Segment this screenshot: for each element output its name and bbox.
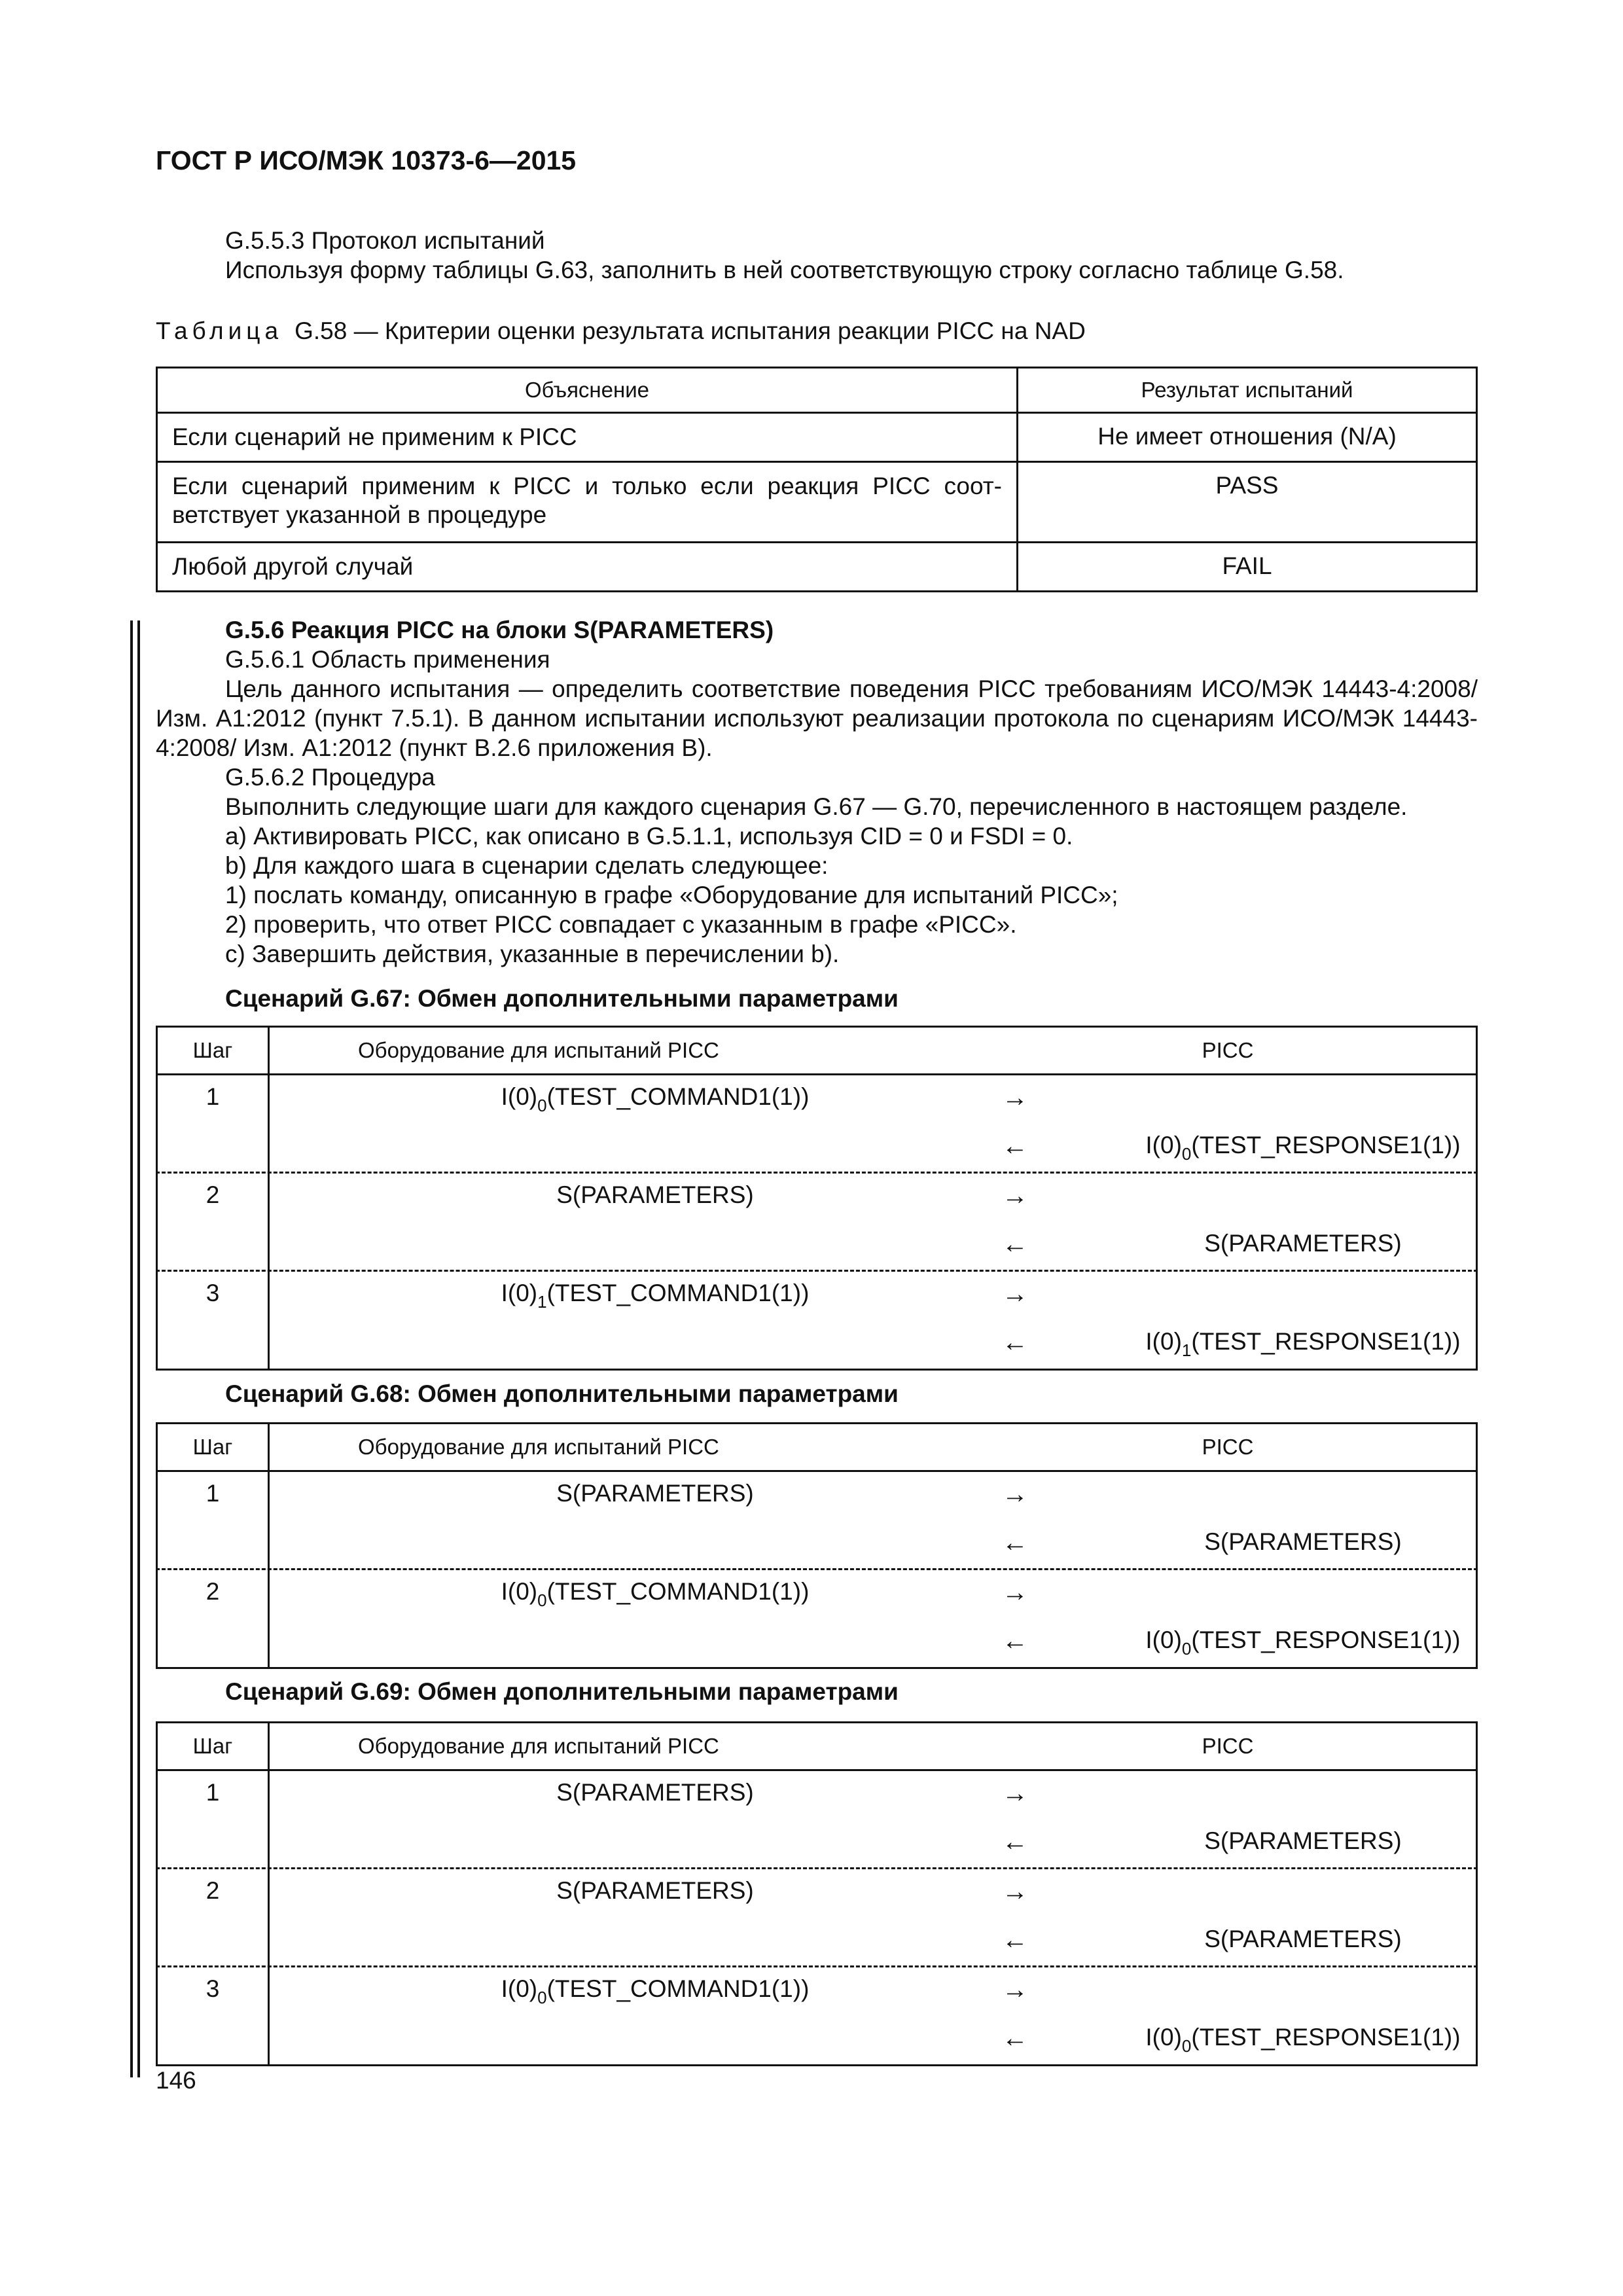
- scenario-title: Сценарий G.68: Обмен дополнительными параметрами: [225, 1380, 899, 1407]
- subsection-heading-g562: G.5.6.2 Процедура: [225, 764, 435, 791]
- arrow-left-icon: ←: [1002, 1626, 1028, 1655]
- step-number: 3: [205, 1975, 220, 2002]
- table-cell-explanation: Если сценарий применим к PICC и только если реакция PICC соот-ветствует указанной в процедуре: [157, 462, 1018, 543]
- table-row: [157, 462, 1477, 543]
- arrow-right-icon: →: [1002, 1578, 1028, 1607]
- picc-response: $I(0)_1(TEST\_RESPONSE1(1))$: [1145, 1328, 1461, 1360]
- step-number: 2: [205, 1578, 220, 1605]
- test-command: $I(0)_1(TEST\_COMMAND1(1))$: [501, 1280, 810, 1312]
- arrow-right-icon: →: [1002, 1480, 1028, 1509]
- test-command: S(PARAMETERS): [556, 1480, 754, 1507]
- section-heading-g553: G.5.5.3 Протокол испытаний: [225, 227, 545, 254]
- picc-response: S(PARAMETERS): [1204, 1827, 1402, 1854]
- step-number: 1: [205, 1779, 220, 1806]
- picc-response: $I(0)_0(TEST\_RESPONSE1(1))$: [1145, 2024, 1461, 2056]
- column-header-explanation: Объяснение: [157, 368, 1018, 413]
- scenario-step-row: [158, 1472, 1476, 1570]
- table-cell-result: FAIL: [1018, 543, 1477, 592]
- column-header-equipment: Оборудование для испытаний PICC: [358, 1435, 719, 1459]
- table-row: [157, 413, 1477, 462]
- arrow-left-icon: ←: [1002, 1230, 1028, 1259]
- scenario-table: [156, 1721, 1478, 2066]
- test-command: $I(0)_0(TEST\_COMMAND1(1))$: [501, 1975, 810, 2007]
- arrow-right-icon: →: [1002, 1779, 1028, 1808]
- test-command: S(PARAMETERS): [556, 1779, 754, 1806]
- arrow-left-icon: ←: [1002, 1827, 1028, 1856]
- column-header-step: Шаг: [192, 1038, 233, 1062]
- scenario-step-row: [158, 1771, 1476, 1869]
- step-number: 2: [205, 1181, 220, 1208]
- scenario-step-row: [158, 1570, 1476, 1667]
- arrow-right-icon: →: [1002, 1877, 1028, 1906]
- table-caption: [156, 317, 1086, 345]
- table-cell-result: Не имеет отношения (N/A): [1018, 413, 1477, 462]
- picc-response: S(PARAMETERS): [1204, 1528, 1402, 1555]
- column-header-step: Шаг: [192, 1734, 233, 1758]
- change-bar: [130, 620, 133, 2077]
- scenario-step-row: [158, 1272, 1476, 1369]
- column-header-picc: PICC: [1202, 1734, 1254, 1758]
- arrow-left-icon: ←: [1002, 2024, 1028, 2053]
- arrow-left-icon: ←: [1002, 1328, 1028, 1357]
- arrow-right-icon: →: [1002, 1280, 1028, 1308]
- step-number: 1: [205, 1083, 220, 1110]
- scenario-title: Сценарий G.67: Обмен дополнительными параметрами: [225, 985, 899, 1012]
- scenario-title: Сценарий G.69: Обмен дополнительными параметрами: [225, 1678, 899, 1705]
- test-command: $I(0)_0(TEST\_COMMAND1(1))$: [501, 1083, 810, 1115]
- arrow-left-icon: ←: [1002, 1926, 1028, 1954]
- step-number: 1: [205, 1480, 220, 1507]
- table-cell-explanation: Если сценарий не применим к PICC: [157, 413, 1018, 462]
- test-command: S(PARAMETERS): [556, 1181, 754, 1208]
- subsection-text-g561: Цель данного испытания — определить соответствие поведения PICC требованиям ИСО/МЭК 14443-4:2008/ Изм. А1:2012 (пункт 7.5.1). В данном испытании используют реализации протокола по сценариям ИСО/МЭК 14443-4:2008/ Изм. А1:2012 (пункт В.2.6 приложения В).: [156, 675, 1478, 761]
- picc-response: $I(0)_0(TEST\_RESPONSE1(1))$: [1145, 1626, 1461, 1659]
- arrow-left-icon: ←: [1002, 1528, 1028, 1557]
- arrow-right-icon: →: [1002, 1181, 1028, 1210]
- document-header: ГОСТ Р ИСО/МЭК 10373-6—2015: [156, 145, 577, 175]
- column-header-picc: PICC: [1202, 1038, 1254, 1062]
- picc-response: S(PARAMETERS): [1204, 1230, 1402, 1257]
- table-cell-result: PASS: [1018, 462, 1477, 543]
- scenario-table-header: [158, 1723, 1476, 1771]
- table-caption-word: Таблица: [156, 317, 283, 344]
- section-text-g553: Используя форму таблицы G.63, заполнить в ней соответствующую строку согласно таблице G.58.: [225, 257, 1344, 283]
- procedure-step: 2) проверить, что ответ PICC совпадает с указанным в графе «PICC».: [225, 911, 1017, 938]
- arrow-right-icon: →: [1002, 1083, 1028, 1112]
- section-heading-g56: G.5.6 Реакция PICC на блоки S(PARAMETERS): [225, 617, 774, 643]
- step-number: 3: [205, 1280, 220, 1306]
- test-command: $I(0)_0(TEST\_COMMAND1(1))$: [501, 1578, 810, 1610]
- table-row: [157, 543, 1477, 592]
- step-number: 2: [205, 1877, 220, 1904]
- criteria-table: [156, 367, 1478, 592]
- procedure-step: b) Для каждого шага в сценарии сделать следующее:: [225, 852, 829, 879]
- table-caption-text: G.58 — Критерии оценки результата испытания реакции PICC на NAD: [294, 317, 1086, 344]
- test-command: S(PARAMETERS): [556, 1877, 754, 1904]
- table-cell-explanation: Любой другой случай: [157, 543, 1018, 592]
- change-bar: [137, 620, 140, 2077]
- scenario-step-row: [158, 1967, 1476, 2064]
- procedure-step: 1) послать команду, описанную в графе «Оборудование для испытаний PICC»;: [225, 882, 1118, 908]
- column-header-result: Результат испытаний: [1018, 368, 1477, 413]
- scenario-step-row: [158, 1174, 1476, 1272]
- arrow-left-icon: ←: [1002, 1132, 1028, 1160]
- scenario-table-header: [158, 1424, 1476, 1472]
- arrow-right-icon: →: [1002, 1975, 1028, 2004]
- picc-response: S(PARAMETERS): [1204, 1926, 1402, 1952]
- page-number: 146: [156, 2067, 196, 2094]
- scenario-step-row: [158, 1075, 1476, 1174]
- column-header-picc: PICC: [1202, 1435, 1254, 1459]
- scenario-table: [156, 1026, 1478, 1371]
- subsection-heading-g561: G.5.6.1 Область применения: [225, 646, 550, 673]
- scenario-table: [156, 1422, 1478, 1669]
- scenario-table-header: [158, 1028, 1476, 1075]
- scenario-step-row: [158, 1869, 1476, 1967]
- procedure-step: c) Завершить действия, указанные в перечислении b).: [225, 941, 840, 967]
- procedure-step: a) Активировать PICC, как описано в G.5.1.1, используя CID = 0 и FSDI = 0.: [225, 823, 1073, 850]
- procedure-step: Выполнить следующие шаги для каждого сценария G.67 — G.70, перечисленного в настоящем разделе.: [225, 793, 1408, 820]
- column-header-equipment: Оборудование для испытаний PICC: [358, 1038, 719, 1062]
- column-header-step: Шаг: [192, 1435, 233, 1459]
- column-header-equipment: Оборудование для испытаний PICC: [358, 1734, 719, 1758]
- picc-response: $I(0)_0(TEST\_RESPONSE1(1))$: [1145, 1132, 1461, 1164]
